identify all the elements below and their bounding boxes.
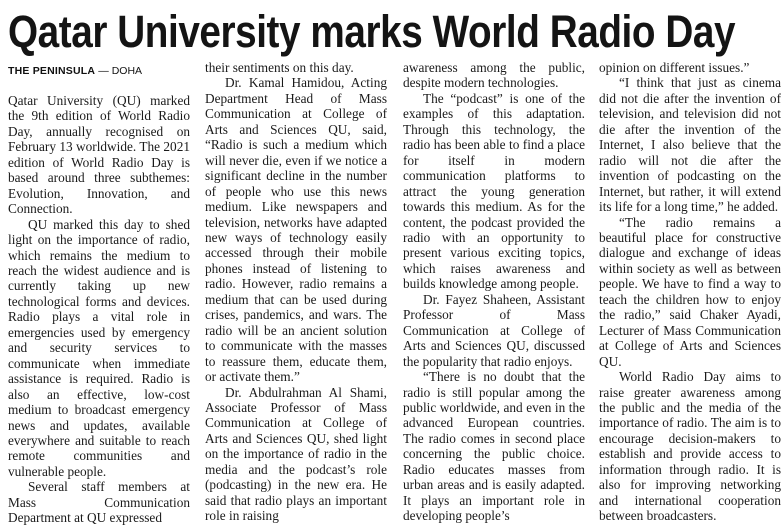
byline-location: DOHA <box>111 65 143 77</box>
paragraph: “The radio remains a beautiful place for constructive dialogue and exchange of ideas within society as well as between people. We have to find a way to teach the children how to enjoy the radio,” said Chaker Ayadi, Lecturer of Mass Communication at College of Arts and Sciences QU. <box>599 214 781 369</box>
headline: Qatar University marks World Radio Day <box>8 6 736 57</box>
paragraph: opinion on different issues.” <box>599 60 750 75</box>
article-column-2 <box>205 60 387 525</box>
paragraph: Qatar University (QU) marked the 9th edition of World Radio Day, annually recognised on February 13 worldwide. The 2021 edition of World Radio Day is based around three subthemes: Evolution, Innovation, and Connection. <box>8 93 190 217</box>
article-column-3 <box>403 60 585 525</box>
paragraph: their sentiments on this day. <box>205 60 354 75</box>
paragraph: QU marked this day to shed light on the importance of radio, which remains the medium to reach the widest audience and is currently taking up new technological forms and devices. Radio plays a vital role in emergencies used by emergency and security services to communicate when immediate assistance is required. Radio is also an effective, low-cost medium to broadcast emergency news and updates, available everywhere and suitable to reach remote communities and vulnerable people. <box>8 216 190 479</box>
article-column-4 <box>599 60 781 525</box>
byline <box>8 64 142 78</box>
paragraph: “I think that just as cinema did not die after the invention of television, and television did not die after the invention of the Internet, I also believe that the radio will not die after the invention of podcasting on the Internet, but rather, it will extend its life for a long time,” he added. <box>599 75 781 215</box>
byline-separator: — <box>98 65 109 77</box>
byline-publication: THE PENINSULA <box>8 65 96 77</box>
paragraph: Dr. Fayez Shaheen, Assistant Professor of Mass Communication at College of Arts and Sciences QU, discussed the popularity that radio enjoys. <box>403 291 585 369</box>
paragraph: “There is no doubt that the radio is still popular among the public worldwide, and even in the advanced European countries. The radio comes in second place concerning the public choice. Radio educates masses from urban areas and is easily adapted. It plays an important role in developing people’s <box>403 369 585 524</box>
paragraph: Dr. Kamal Hamidou, Acting Department Head of Mass Communication at College of Arts and Sciences QU, said, “Radio is such a medium which will never die, even if we notice a significant decline in the number of people who use this news medium. Like newspapers and television, networks have adapted new ways of technology easily accessed through their mobile phones instead of listening to radio. However, radio remains a medium that can be used during crises, pandemics, and wars. The radio will be an ancient solution to communicate with the masses to reassure them, educate them, or activate them.” <box>205 75 387 385</box>
paragraph: Several staff members at Mass Communication Department at QU expressed <box>8 479 190 525</box>
paragraph: Dr. Abdulrahman Al Shami, Associate Professor of Mass Communication at College of Arts and Sciences QU, shed light on the importance of radio in the media and the podcast’s role (podcasting) in the new era. He said that radio plays an important role in raising <box>205 384 387 524</box>
paragraph: The “podcast” is one of the examples of this adaptation. Through this technology, the radio has been able to find a place for itself in modern communication platforms to attract the young generation towards this medium. As for the content, the podcast provided the radio with an opportunity to present various exciting topics, which raises awareness and builds knowledge among people. <box>403 90 585 292</box>
article-column-1 <box>8 93 190 525</box>
paragraph: awareness among the public, despite modern technologies. <box>403 60 585 91</box>
paragraph: World Radio Day aims to raise greater awareness among the public and the media of the importance of radio. The aim is to encourage decision-makers to establish and provide access to information through radio. It is also for improving networking and international cooperation between broadcasters. <box>599 369 781 524</box>
